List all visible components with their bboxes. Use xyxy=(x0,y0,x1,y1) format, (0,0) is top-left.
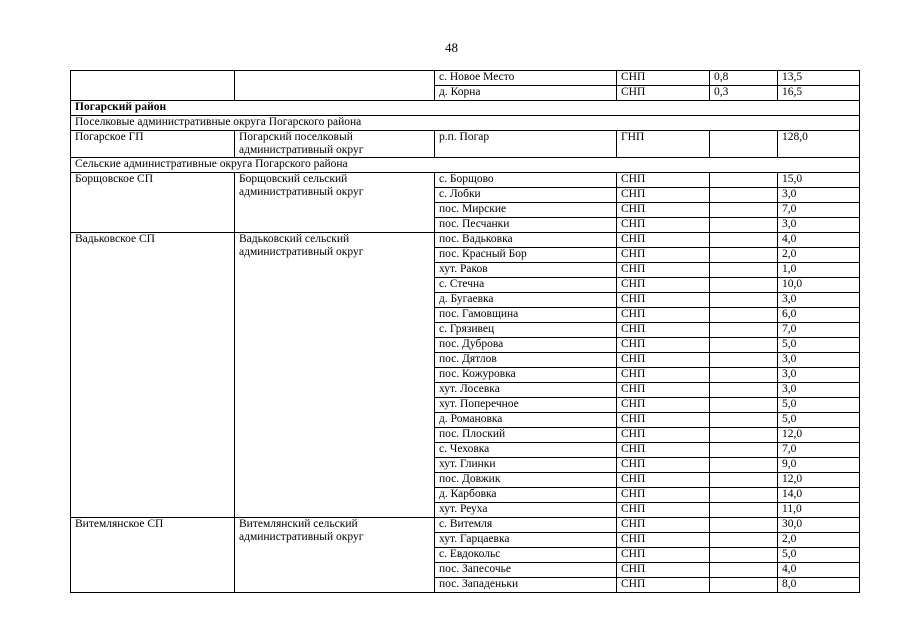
settlement-cell: пос. Дятлов xyxy=(435,353,617,368)
population-cell: 3,0 xyxy=(778,353,860,368)
area-cell xyxy=(710,563,778,578)
population-cell: 7,0 xyxy=(778,323,860,338)
area-cell xyxy=(710,383,778,398)
admin-okrug-cell: Погарский поселковый административный округ xyxy=(235,131,435,158)
settlement-cell: пос. Вадьковка xyxy=(435,233,617,248)
settlement-cell: с. Витемля xyxy=(435,518,617,533)
area-cell xyxy=(710,368,778,383)
table-row xyxy=(71,71,860,86)
population-cell: 7,0 xyxy=(778,443,860,458)
type-cell: СНП xyxy=(617,188,710,203)
type-cell: СНП xyxy=(617,86,710,101)
area-cell xyxy=(710,131,778,158)
area-cell xyxy=(710,443,778,458)
population-cell: 14,0 xyxy=(778,488,860,503)
area-cell xyxy=(710,308,778,323)
population-cell: 4,0 xyxy=(778,233,860,248)
type-cell: СНП xyxy=(617,308,710,323)
area-cell xyxy=(710,473,778,488)
type-cell: СНП xyxy=(617,473,710,488)
settlement-cell: хут. Реуха xyxy=(435,503,617,518)
settlement-cell: пос. Плоский xyxy=(435,428,617,443)
settlement-cell: пос. Кожуровка xyxy=(435,368,617,383)
type-cell: СНП xyxy=(617,398,710,413)
population-cell: 6,0 xyxy=(778,308,860,323)
area-cell xyxy=(710,503,778,518)
municipality-cell: Борщовское СП xyxy=(71,173,235,233)
area-cell xyxy=(710,533,778,548)
settlement-cell: пос. Красный Бор xyxy=(435,248,617,263)
type-cell: СНП xyxy=(617,218,710,233)
admin-okrug-cell: Витемлянский сельский административный округ xyxy=(235,518,435,593)
municipality-cell: Витемлянское СП xyxy=(71,518,235,593)
area-cell xyxy=(710,323,778,338)
municipality-cell: Погарское ГП xyxy=(71,131,235,158)
settlement-cell: с. Евдокольс xyxy=(435,548,617,563)
population-cell: 15,0 xyxy=(778,173,860,188)
type-cell: СНП xyxy=(617,71,710,86)
population-cell: 5,0 xyxy=(778,398,860,413)
type-cell: СНП xyxy=(617,173,710,188)
area-cell xyxy=(710,458,778,473)
settlement-cell: пос. Запесочье xyxy=(435,563,617,578)
area-cell: 0,3 xyxy=(710,86,778,101)
area-cell xyxy=(710,188,778,203)
population-cell: 5,0 xyxy=(778,548,860,563)
population-cell: 7,0 xyxy=(778,203,860,218)
settlements-table-body xyxy=(71,71,860,593)
population-cell: 3,0 xyxy=(778,188,860,203)
area-cell xyxy=(710,578,778,593)
table-row xyxy=(71,131,860,158)
population-cell: 3,0 xyxy=(778,368,860,383)
population-cell: 5,0 xyxy=(778,338,860,353)
page-number: 48 xyxy=(445,40,458,55)
settlement-cell: с. Борщово xyxy=(435,173,617,188)
population-cell: 3,0 xyxy=(778,218,860,233)
urban-section-title: Поселковые административные округа Погарского района xyxy=(71,116,860,131)
settlement-cell: пос. Довжик xyxy=(435,473,617,488)
area-cell xyxy=(710,293,778,308)
type-cell: СНП xyxy=(617,503,710,518)
settlement-cell: д. Карбовка xyxy=(435,488,617,503)
settlements-table xyxy=(70,70,860,593)
settlement-cell: с. Грязивец xyxy=(435,323,617,338)
admin-okrug-cell: Борщовский сельский административный округ xyxy=(235,173,435,233)
type-cell: СНП xyxy=(617,368,710,383)
type-cell: СНП xyxy=(617,548,710,563)
population-cell: 2,0 xyxy=(778,248,860,263)
type-cell: СНП xyxy=(617,578,710,593)
type-cell: СНП xyxy=(617,488,710,503)
area-cell xyxy=(710,173,778,188)
area-cell xyxy=(710,278,778,293)
population-cell: 5,0 xyxy=(778,413,860,428)
population-cell: 9,0 xyxy=(778,458,860,473)
settlement-cell: с. Лобки xyxy=(435,188,617,203)
section-row xyxy=(71,158,860,173)
area-cell xyxy=(710,413,778,428)
population-cell: 13,5 xyxy=(778,71,860,86)
area-cell xyxy=(710,218,778,233)
type-cell: СНП xyxy=(617,533,710,548)
area-cell: 0,8 xyxy=(710,71,778,86)
population-cell: 10,0 xyxy=(778,278,860,293)
settlement-cell: хут. Лосевка xyxy=(435,383,617,398)
municipality-cell: Вадьковское СП xyxy=(71,233,235,518)
admin-okrug-cell xyxy=(235,71,435,101)
settlement-cell: с. Чеховка xyxy=(435,443,617,458)
table-row xyxy=(71,233,860,248)
type-cell: СНП xyxy=(617,413,710,428)
population-cell: 30,0 xyxy=(778,518,860,533)
area-cell xyxy=(710,338,778,353)
type-cell: СНП xyxy=(617,323,710,338)
type-cell: СНП xyxy=(617,203,710,218)
settlement-cell: хут. Поперечное xyxy=(435,398,617,413)
area-cell xyxy=(710,233,778,248)
type-cell: СНП xyxy=(617,563,710,578)
settlement-cell: пос. Западеньки xyxy=(435,578,617,593)
type-cell: СНП xyxy=(617,458,710,473)
area-cell xyxy=(710,248,778,263)
district-title: Погарский район xyxy=(71,101,860,116)
type-cell: СНП xyxy=(617,383,710,398)
population-cell: 12,0 xyxy=(778,428,860,443)
settlement-cell: д. Бугаевка xyxy=(435,293,617,308)
type-cell: СНП xyxy=(617,353,710,368)
population-cell: 128,0 xyxy=(778,131,860,158)
type-cell: ГНП xyxy=(617,131,710,158)
area-cell xyxy=(710,428,778,443)
type-cell: СНП xyxy=(617,293,710,308)
table-row xyxy=(71,173,860,188)
area-cell xyxy=(710,488,778,503)
settlement-cell: д. Романовка xyxy=(435,413,617,428)
settlement-cell: с. Стечна xyxy=(435,278,617,293)
population-cell: 3,0 xyxy=(778,383,860,398)
settlement-cell: хут. Раков xyxy=(435,263,617,278)
population-cell: 16,5 xyxy=(778,86,860,101)
type-cell: СНП xyxy=(617,263,710,278)
population-cell: 1,0 xyxy=(778,263,860,278)
area-cell xyxy=(710,548,778,563)
type-cell: СНП xyxy=(617,338,710,353)
settlement-cell: с. Новое Место xyxy=(435,71,617,86)
type-cell: СНП xyxy=(617,233,710,248)
type-cell: СНП xyxy=(617,443,710,458)
population-cell: 11,0 xyxy=(778,503,860,518)
population-cell: 8,0 xyxy=(778,578,860,593)
area-cell xyxy=(710,518,778,533)
rural-section-title: Сельские административные округа Погарского района xyxy=(71,158,860,173)
settlement-cell: пос. Гамовщина xyxy=(435,308,617,323)
table-row xyxy=(71,518,860,533)
area-cell xyxy=(710,203,778,218)
settlement-cell: пос. Песчанки xyxy=(435,218,617,233)
area-cell xyxy=(710,353,778,368)
area-cell xyxy=(710,263,778,278)
type-cell: СНП xyxy=(617,248,710,263)
settlement-cell: пос. Дуброва xyxy=(435,338,617,353)
population-cell: 4,0 xyxy=(778,563,860,578)
district-title-row xyxy=(71,101,860,116)
municipality-cell xyxy=(71,71,235,101)
area-cell xyxy=(710,398,778,413)
settlement-cell: р.п. Погар xyxy=(435,131,617,158)
type-cell: СНП xyxy=(617,518,710,533)
population-cell: 12,0 xyxy=(778,473,860,488)
section-row xyxy=(71,116,860,131)
population-cell: 3,0 xyxy=(778,293,860,308)
admin-okrug-cell: Вадьковский сельский административный округ xyxy=(235,233,435,518)
type-cell: СНП xyxy=(617,428,710,443)
population-cell: 2,0 xyxy=(778,533,860,548)
type-cell: СНП xyxy=(617,278,710,293)
settlement-cell: пос. Мирские xyxy=(435,203,617,218)
settlement-cell: д. Корна xyxy=(435,86,617,101)
settlement-cell: хут. Гарцаевка xyxy=(435,533,617,548)
settlement-cell: хут. Глинки xyxy=(435,458,617,473)
